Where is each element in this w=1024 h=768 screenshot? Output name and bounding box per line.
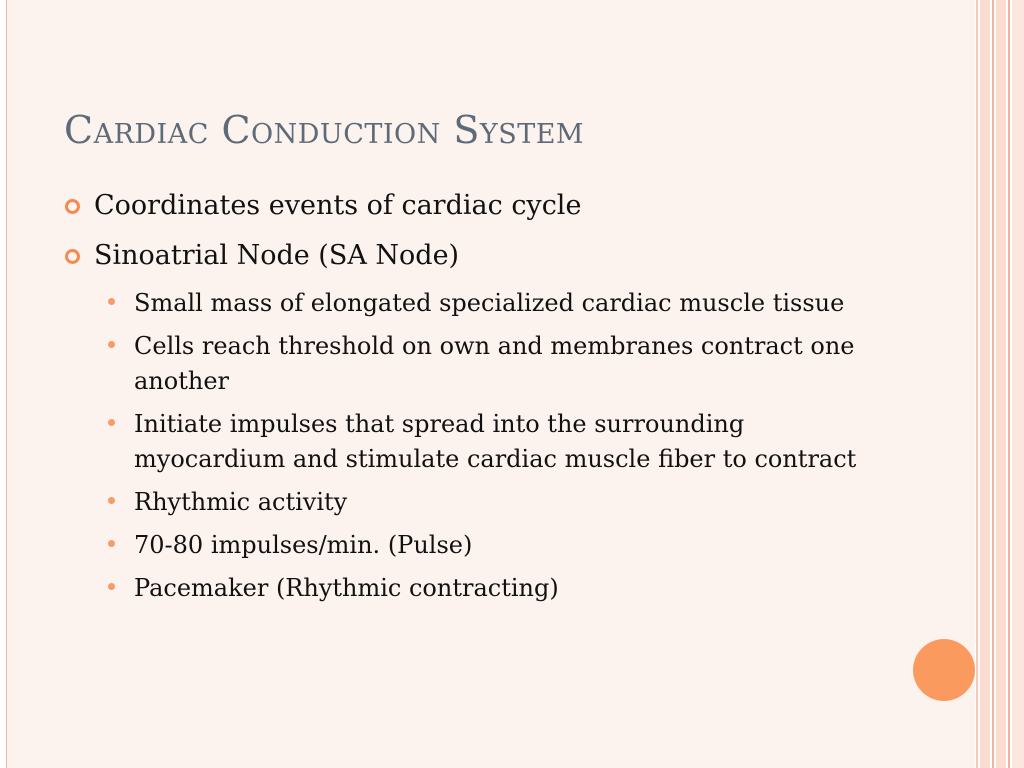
sub-bullet-text: Pacemaker (Rhythmic contracting) [134, 574, 559, 602]
bullet-level2 [64, 407, 884, 477]
sub-bullet-text: Initiate impulses that spread into the surrounding myocardium and stimulate cardiac muscle fiber to contract [134, 410, 857, 473]
bullet-level1 [64, 186, 884, 226]
right-border-stripe [1012, 0, 1024, 768]
right-border-stripe [976, 0, 978, 768]
bullet-text: Sinoatrial Node (SA Node) [94, 240, 460, 271]
sub-bullet-text: Cells reach threshold on own and membranes contract one another [134, 332, 855, 395]
dot-bullet-icon [108, 419, 115, 426]
dot-bullet-icon [108, 298, 115, 305]
bullet-level2 [64, 286, 884, 321]
slide-title: Cardiac Conduction System [64, 108, 585, 152]
bullet-level2 [64, 528, 884, 563]
right-border-stripe [980, 0, 990, 768]
dot-bullet-icon [108, 341, 115, 348]
decorative-circle [913, 639, 975, 701]
sub-bullet-text: Rhythmic activity [134, 488, 348, 516]
bullet-level2 [64, 571, 884, 606]
bullet-level1 [64, 236, 884, 276]
bullet-level2 [64, 329, 884, 399]
dot-bullet-icon [108, 583, 115, 590]
right-border-stripe [996, 0, 1006, 768]
bullet-level2 [64, 485, 884, 520]
bullet-text: Coordinates events of cardiac cycle [94, 190, 582, 221]
sub-bullet-text: 70-80 impulses/min. (Pulse) [134, 531, 473, 559]
dot-bullet-icon [108, 497, 115, 504]
ring-bullet-icon [65, 249, 80, 264]
ring-bullet-icon [65, 199, 80, 214]
dot-bullet-icon [108, 540, 115, 547]
slide-body [64, 186, 884, 614]
right-border-stripe [992, 0, 994, 768]
right-border-stripe [1008, 0, 1010, 768]
sub-bullet-text: Small mass of elongated specialized cardiac muscle tissue [134, 289, 845, 317]
